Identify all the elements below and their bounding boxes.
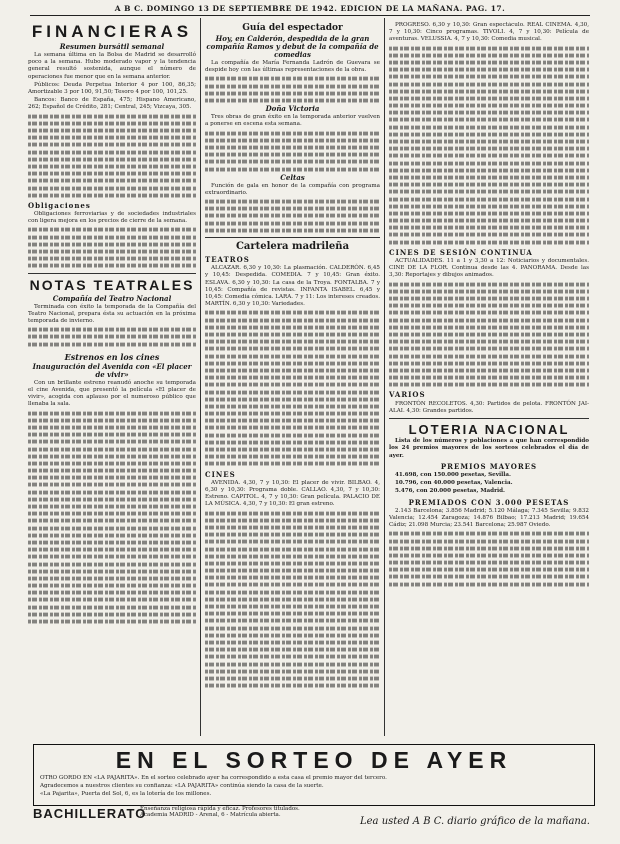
notas-teatrales-title: NOTAS TEATRALES [29, 276, 195, 293]
guia-text: La compañía de María Fernanda Ladrón de Guevara se despide hoy con las últimas representaciones de la obra. [205, 60, 380, 74]
column-divider-2 [384, 18, 385, 736]
text-filler [205, 198, 380, 234]
banner-title: EN EL SORTEO DE AYER [115, 747, 513, 773]
text-filler [389, 45, 589, 246]
column-cines-loteria [389, 22, 589, 736]
celtas-heading: Celtas [280, 172, 305, 182]
column-divider-1 [200, 18, 201, 736]
section-rule [28, 273, 196, 274]
teatros-label: TEATROS [205, 255, 250, 265]
premio-2: 10.796, con 40.000 pesetas, Valencia. [395, 480, 513, 487]
bachillerato-ad-title: BACHILLERATO [33, 806, 147, 821]
premio-3: 5.476, con 20.000 pesetas, Madrid. [395, 488, 506, 495]
varios-listing: FRONTÓN RECOLETOS. 4,30: Partidos de pelota. FRONTÓN JAI-ALAI. 4,30: Grandes partidos. [389, 400, 589, 414]
page-header: A B C. DOMINGO 13 DE SEPTIEMBRE DE 1942. EDICION DE LA MAÑANA. PAG. 17. [114, 4, 506, 13]
dona-victoria-heading: Doña Victoria [265, 104, 320, 114]
text-filler [389, 281, 589, 389]
section-rule [205, 237, 380, 238]
financieras-title: FINANCIERAS [31, 22, 193, 41]
estrenos-heading: Estrenos en los cines [64, 351, 160, 362]
financieras-paragraph: Públicos: Deuda Perpetua Interior 4 por 100, 86,35; Amortizable 3 por 100, 91,50; Tesoro 4 por 100, 101,25. [28, 81, 196, 96]
banner-line: Agradecemos a nuestros clientes su confianza: «LA PAJARITA» continúa siendo la casa de la suerte. [40, 783, 324, 789]
text-filler [205, 510, 380, 690]
banner-line: «La Pajarita», Puerta del Sol, 6, es la lotería de los millones. [40, 791, 212, 797]
financieras-intro: La semana última en la Bolsa de Madrid se desarrolló poco a la semana. Hubo moderado vapor y la tendencia general resultó sostenida, aunque el número de operaciones fue menor que en la semana anterior. [28, 52, 196, 80]
header-rule [30, 15, 590, 16]
text-filler [389, 530, 589, 588]
premiados-label: PREMIADOS CON 3.000 PESETAS [408, 497, 570, 507]
premios-mayores-label: PREMIOS MAYORES [440, 461, 538, 471]
estrenos-subtitle: Inauguración del Avenida con «El placer de vivir» [32, 361, 192, 379]
text-filler [28, 326, 196, 348]
sesion-continua-listing: ACTUALIDADES. 11 a 1 y 3,30 a 12: Noticiarios y documentales. CINE DE LA FLOR. Continua desde las 4. PANORAMA. Desde las 3,30: Reportajes y dibujos animados. [389, 258, 589, 279]
dona-victoria-text: Tres obras de gran éxito en la temporada anterior vuelven a ponerse en escena esta semana. [205, 114, 380, 128]
banner-line: OTRO GORDO EN «LA PAJARITA». En el sorteo celebrado ayer ha correspondido a esta casa el premio mayor del tercero. [40, 775, 387, 781]
cines-continued: PROGRESO. 6,30 y 10,30: Gran espectáculo. REAL CINEMA. 4,30, 7 y 10,30: Cinco programas. TIVOLI. 4, 7 y 10,30: Película de aventuras. VELUSSIA. 4, 7 y 10,30: Comedia musical. [389, 22, 589, 43]
text-filler [28, 113, 196, 199]
loteria-intro: Lista de los números y poblaciones a que han correspondido los 24 premios mayores de los sorteos celebrados el día de ayer. [389, 438, 589, 459]
teatros-listing: ALCAZAR. 6,30 y 10,30: La plasmación. CALDERÓN. 6,45 y 10,45: Despedida. COMEDIA. 7 y 10,45: Gran éxito. ESLAVA. 6,30 y 10,30: La casa de la Troya. FONTALBA. 7 y 10,45: Compañía de revistas. INFANTA ISABEL. 6,45 y 10,45: Comedia cómica. LARA. 7 y 11: Los intereses creados. MARTÍN. 6,30 y 10,30: Variedades. [205, 265, 380, 308]
notas-text: Terminada con éxito la temporada de la Compañía del Teatro Nacional, prepara ésta su actuación en la próxima temporada de invierno. [28, 303, 196, 325]
guia-subtitle: Hoy, en Calderón, despedida de la gran compañía Ramos y debut de la compañía de comedias [206, 34, 379, 59]
text-filler [205, 75, 380, 104]
text-filler [205, 309, 380, 467]
sesion-continua-label: CINES DE SESIÓN CONTINUA [389, 247, 533, 257]
column-espectaculos [205, 22, 380, 736]
varios-label: VARIOS [389, 390, 426, 400]
celtas-text: Función de gala en honor de la compañía con programa extraordinario. [205, 182, 380, 196]
column-financieras [28, 22, 196, 736]
text-filler [28, 226, 196, 269]
estrenos-text: Con un brillante estreno reanudó anoche su temporada el cine Avenida, que presentó la película «El placer de vivir», acogida con aplauso por el numeroso público que llenaba la sala. [28, 379, 196, 408]
notas-subtitle: Compañía del Teatro Nacional [52, 293, 172, 303]
financieras-paragraph: Bancos: Banco de España, 475; Hispano Americano, 262; Español de Crédito, 281; Central, 245; Vizcaya, 305. [28, 97, 196, 111]
text-filler [205, 130, 380, 173]
financieras-subtitle: Resumen bursátil semanal [59, 42, 165, 51]
obligaciones-text: Obligaciones ferroviarias y de sociedades industriales con ligera mejora en los precios de cierre de la semana. [28, 211, 196, 225]
bachillerato-ad-text: Enseñanza religiosa rápida y eficaz. Profesores titulados. Academia MADRID - Arenal, 6 - Matrícula abierta. [140, 806, 300, 819]
section-rule [389, 418, 589, 419]
guia-title: Guía del espectador [242, 23, 343, 33]
lottery-ad-banner [33, 744, 595, 806]
text-filler [28, 410, 196, 626]
premio-1: 41.698, con 150.000 pesetas, Sevilla. [395, 471, 511, 478]
obligaciones-heading: Obligaciones [28, 200, 91, 210]
cines-label: CINES [205, 469, 236, 479]
loteria-title: LOTERIA NACIONAL [408, 422, 570, 438]
cines-listing: AVENIDA. 4,30, 7 y 10,30: El placer de vivir. BILBAO. 4, 6,30 y 10,30: Programa doble. CALLAO. 4,30, 7 y 10,30: Estreno. CAPITOL. 4, 7 y 10,30: Gran película. PALACIO DE LA MÚSICA. 4,30, 7 y 10,30: El gran estreno. [205, 479, 380, 508]
cartelera-title: Cartelera madrileña [235, 241, 350, 253]
abc-slogan: Lea usted A B C. diario gráfico de la mañana. [360, 816, 590, 827]
premiados-listing: 2.143 Barcelona; 3.856 Madrid; 5.120 Málaga; 7.345 Sevilla; 9.832 Valencia; 12.454 Zaragoza; 14.876 Bilbao; 17.213 Madrid; 19.654 Cádiz; 21.098 Murcia; 23.541 Barcelona; 25.987 Oviedo. [389, 507, 589, 529]
